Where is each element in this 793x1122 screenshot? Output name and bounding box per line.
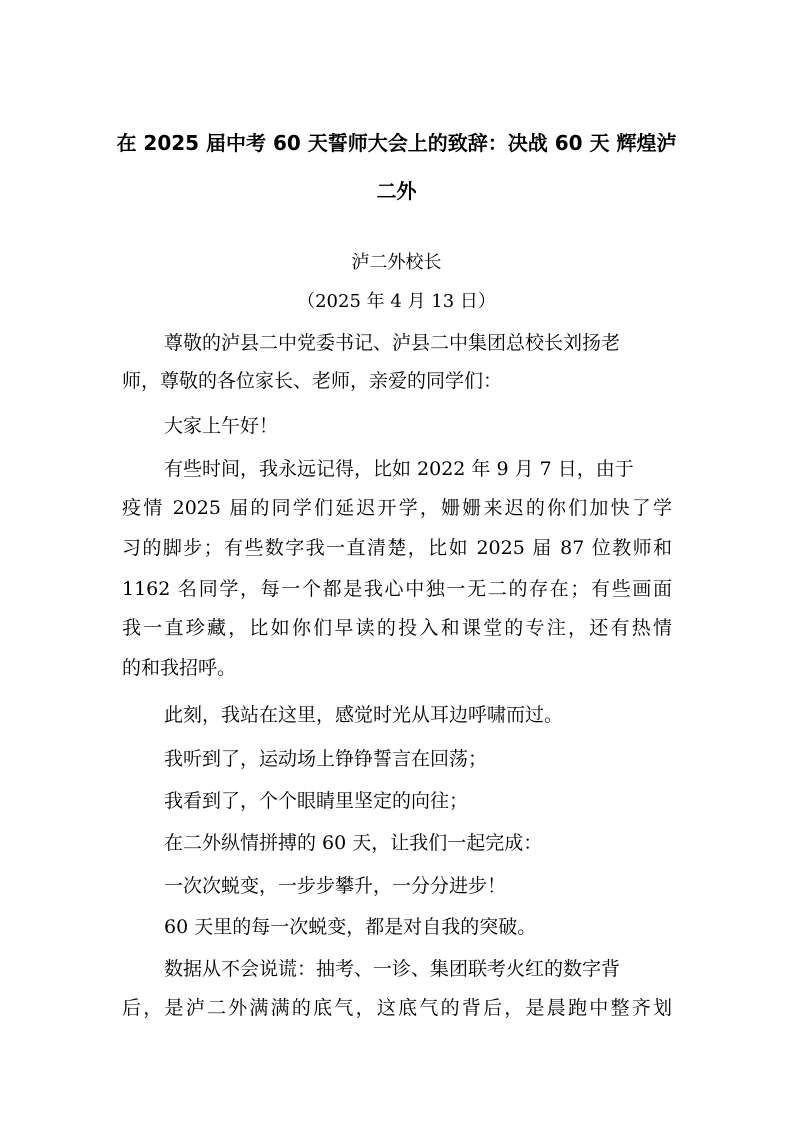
body-line-10: 此刻，我站在这里，感觉时光从耳边呼啸而过。 bbox=[164, 704, 564, 726]
body-line-2: 师，尊敬的各位家长、老师，亲爱的同学们： bbox=[122, 370, 503, 392]
date-line: （2025 年 4 月 13 日） bbox=[297, 291, 496, 312]
body-line-17: 后，是泸二外满满的底气，这底气的背后，是晨跑中整齐划 bbox=[122, 997, 672, 1019]
body-line-13: 在二外纵情拼搏的 60 天，让我们一起完成： bbox=[164, 832, 543, 854]
body-line-16: 数据从不会说谎：抽考、一诊、集团联考火红的数字背 bbox=[164, 958, 621, 980]
body-line-6: 习的脚步；有些数字我一直清楚，比如 2025 届 87 位教师和 bbox=[122, 537, 672, 559]
body-line-14: 一次次蜕变，一步步攀升，一分分进步！ bbox=[164, 875, 507, 897]
body-line-1: 尊敬的泸县二中党委书记、泸县二中集团总校长刘扬老 bbox=[164, 332, 621, 354]
body-line-4: 有些时间，我永远记得，比如 2022 年 9 月 7 日，由于 bbox=[164, 458, 634, 480]
body-line-15: 60 天里的每一次蜕变，都是对自我的突破。 bbox=[164, 916, 537, 938]
body-line-11: 我听到了，运动场上铮铮誓言在回荡； bbox=[164, 748, 488, 770]
author-line: 泸二外校长 bbox=[351, 252, 442, 273]
body-line-7: 1162 名同学，每一个都是我心中独一无二的存在；有些画面 bbox=[122, 578, 672, 600]
body-line-5: 疫情 2025 届的同学们延迟开学，姗姗来迟的你们加快了学 bbox=[122, 497, 672, 519]
body-line-8: 我一直珍藏，比如你们早读的投入和课堂的专注，还有热情 bbox=[122, 617, 672, 639]
body-line-3: 大家上午好！ bbox=[164, 415, 279, 437]
body-line-9: 的和我招呼。 bbox=[122, 657, 237, 679]
document-title-line-2: 二外 bbox=[376, 179, 417, 203]
document-title-line-1: 在 2025 届中考 60 天誓师大会上的致辞：决战 60 天 辉煌泸 bbox=[116, 131, 677, 155]
body-line-12: 我看到了，个个眼睛里坚定的向往； bbox=[164, 790, 469, 812]
